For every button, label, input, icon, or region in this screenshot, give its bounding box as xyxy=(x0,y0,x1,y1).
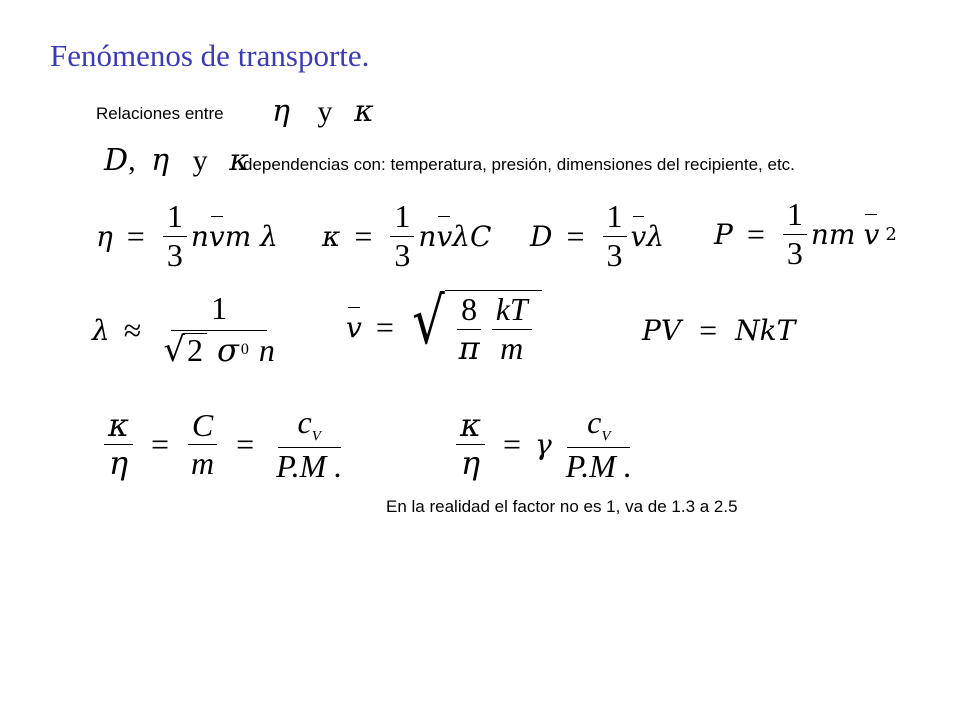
denominator: π xyxy=(458,328,480,367)
kappa-symbol: κ xyxy=(354,94,374,129)
denominator: 3 xyxy=(786,234,803,271)
mean-speed-equation xyxy=(346,285,542,367)
subscript: V xyxy=(311,428,321,445)
lhs: η xyxy=(96,219,113,253)
mean-speed: v xyxy=(346,311,362,345)
rhs-n: n xyxy=(190,219,209,253)
mean-speed: v xyxy=(208,219,225,253)
numerator: 1 xyxy=(603,200,627,237)
lhs: D xyxy=(530,219,553,253)
d-symbol: D xyxy=(104,143,129,178)
mean-free-path-equation xyxy=(92,292,283,368)
equals: = xyxy=(502,426,522,463)
conjunction: y xyxy=(192,144,208,177)
c: c xyxy=(587,404,602,440)
numerator: kT xyxy=(492,293,532,330)
equals: = xyxy=(375,309,394,346)
equals: = xyxy=(150,426,170,463)
ratio-equation-1 xyxy=(100,406,350,484)
denominator: P.M . xyxy=(565,448,632,485)
rhs: NkT xyxy=(735,314,796,347)
fraction xyxy=(390,200,414,272)
fraction xyxy=(159,292,279,368)
dependencias-text: dependencias con: temperatura, presión, dimensiones del recipiente, etc. xyxy=(243,155,795,174)
rhs-rest: λ xyxy=(646,219,665,253)
mean-speed: v xyxy=(630,219,647,253)
exponent: 2 xyxy=(885,223,897,245)
kappa-symbol: κ xyxy=(229,143,249,178)
mean-speed: v xyxy=(436,219,453,253)
thermal-conductivity-equation xyxy=(322,200,491,272)
rhs-n: n xyxy=(418,219,437,253)
rhs-rest: m λ xyxy=(224,219,278,253)
factor-note: En la realidad el factor no es 1, va de 1.3 a 2.5 xyxy=(386,497,738,516)
fraction-b xyxy=(492,293,532,365)
diffusion-equation xyxy=(530,200,664,272)
gamma: γ xyxy=(535,428,552,462)
page-title: Fenómenos de transporte. xyxy=(50,38,370,73)
denominator: m xyxy=(500,329,524,366)
rhs-nm: nm xyxy=(810,217,856,251)
equals: = xyxy=(699,312,718,348)
pressure-equation xyxy=(714,198,897,270)
radicand xyxy=(445,290,542,365)
lhs: κ xyxy=(322,219,341,253)
numerator: 1 xyxy=(783,198,807,235)
den-n: n xyxy=(258,331,275,368)
rhs-rest: λC xyxy=(452,219,492,253)
numerator: κ xyxy=(456,409,485,446)
equals: = xyxy=(746,215,765,252)
numerator: κ xyxy=(104,409,133,446)
lhs: λ xyxy=(92,313,110,347)
equals: = xyxy=(566,217,585,254)
denominator: η xyxy=(460,444,481,483)
denominator: 3 xyxy=(394,236,411,273)
square-root xyxy=(408,285,542,367)
lhs: PV xyxy=(642,314,682,347)
equals: = xyxy=(236,426,255,463)
viscosity-equation xyxy=(96,200,278,272)
denominator: η xyxy=(108,444,129,483)
numerator: 8 xyxy=(457,293,481,330)
fraction-1 xyxy=(104,405,133,483)
relaciones-label: Relaciones entre xyxy=(96,104,224,123)
sigma-subscript: 0 xyxy=(240,341,249,359)
root-value: 2 xyxy=(183,333,207,368)
approx: ≈ xyxy=(123,311,142,348)
fraction-3 xyxy=(562,406,636,484)
lhs: P xyxy=(714,217,733,251)
dependencias-symbols xyxy=(104,143,249,178)
denominator xyxy=(159,331,279,369)
fraction xyxy=(783,198,807,270)
sigma: σ xyxy=(216,330,239,369)
numerator: 1 xyxy=(390,200,414,237)
denominator: 3 xyxy=(166,236,183,273)
relaciones-symbols xyxy=(272,94,374,129)
numerator: C xyxy=(188,409,217,446)
comma: , xyxy=(128,144,136,177)
eta-symbol: η xyxy=(151,143,170,178)
ideal-gas-equation xyxy=(642,312,795,349)
numerator: 1 xyxy=(163,200,187,237)
equals: = xyxy=(354,217,373,254)
numerator: 1 xyxy=(171,292,267,331)
fraction-2 xyxy=(187,406,218,482)
fraction-a xyxy=(455,293,484,365)
equals: = xyxy=(126,217,145,254)
denominator: 3 xyxy=(606,236,623,273)
conjunction: y xyxy=(317,95,333,128)
sqrt-icon: √ xyxy=(163,329,185,370)
eta-symbol: η xyxy=(272,94,290,129)
subscript: V xyxy=(601,428,611,445)
denominator: P.M . xyxy=(276,448,343,485)
numerator xyxy=(567,406,630,448)
fraction-3 xyxy=(272,406,346,484)
fraction-1 xyxy=(456,405,485,483)
fraction xyxy=(603,200,627,272)
numerator xyxy=(278,406,341,448)
fraction xyxy=(163,200,187,272)
sqrt-icon: √ xyxy=(411,285,445,359)
c: c xyxy=(297,404,312,440)
ratio-equation-2 xyxy=(452,406,640,484)
denominator: m xyxy=(191,445,215,482)
mean-speed: v xyxy=(863,217,880,251)
